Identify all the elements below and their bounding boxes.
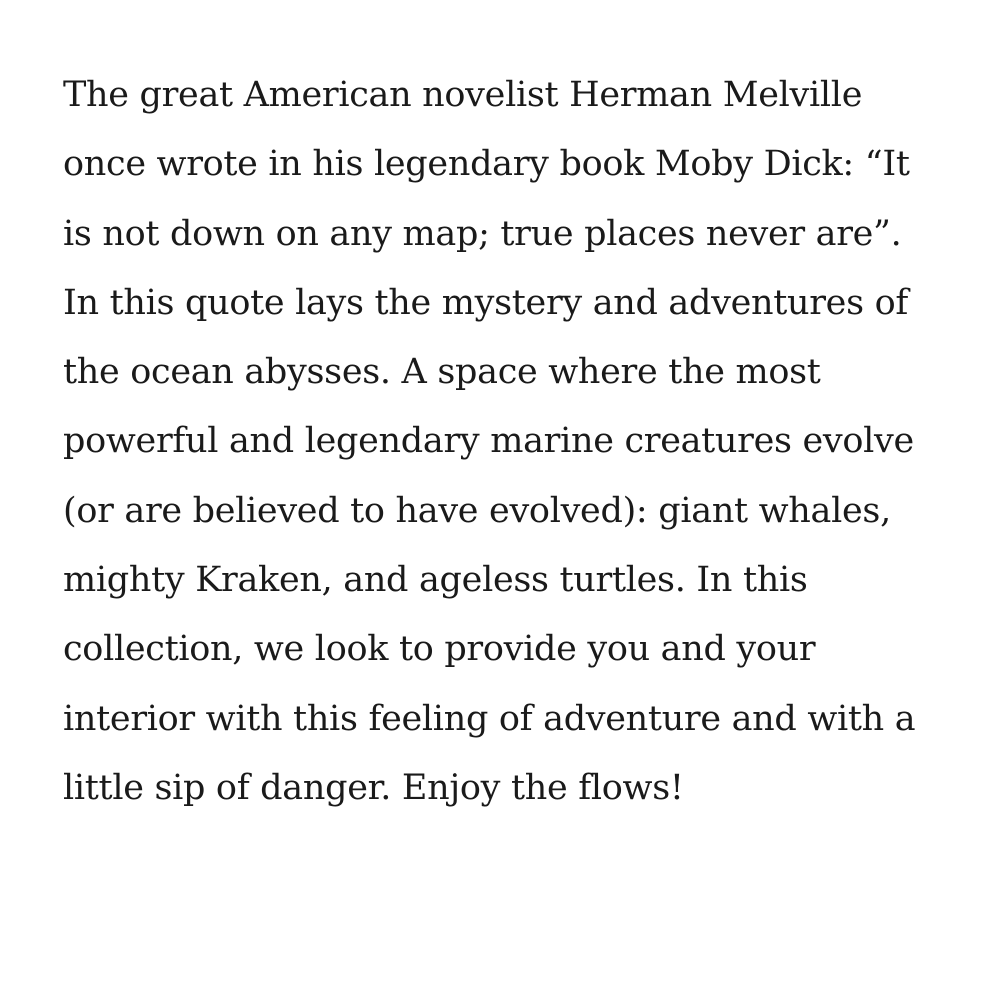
description-line: once wrote in his legendary book Moby Dick: “It [63,144,910,185]
description-line: collection, we look to provide you and your [63,629,816,670]
description-line: interior with this feeling of adventure and with a [63,698,916,739]
description-line: powerful and legendary marine creatures evolve [63,421,914,462]
description-line: is not down on any map; true places never are”. [63,213,902,254]
description-line: The great American novelist Herman Melville [63,75,863,115]
description-line: the ocean abysses. A space where the most [63,352,821,393]
description-line: In this quote lays the mystery and adventures of [63,282,908,323]
description-line: (or are believed to have evolved): giant whales, [63,490,891,531]
description-line: mighty Kraken, and ageless turtles. In this [63,560,808,601]
collection-description [63,61,915,823]
description-line: little sip of danger. Enjoy the flows! [63,767,684,808]
